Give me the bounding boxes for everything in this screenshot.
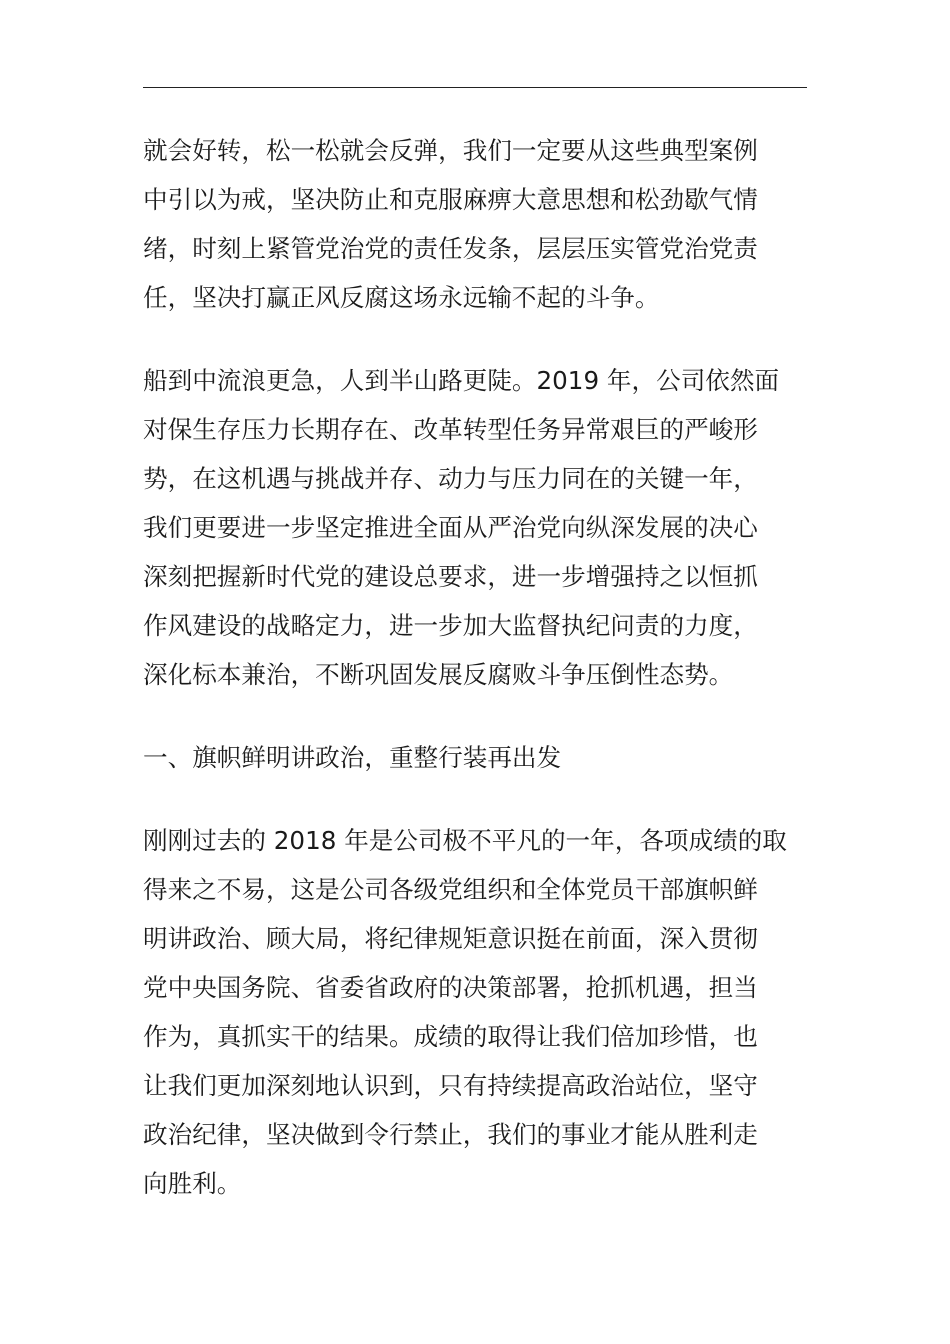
- text-line: 得来之不易，这是公司各级党组织和全体党员干部旗帜鲜: [143, 875, 758, 904]
- text-line: 深刻把握新时代党的建设总要求，进一步增强持之以恒抓: [143, 562, 758, 591]
- header-divider: [143, 87, 807, 88]
- text-line: 深化标本兼治，不断巩固发展反腐败斗争压倒性态势。: [143, 660, 734, 689]
- text-line: 政治纪律，坚决做到令行禁止，我们的事业才能从胜利走: [143, 1120, 758, 1149]
- text-line: 我们更要进一步坚定推进全面从严治党向纵深发展的决心: [143, 513, 758, 542]
- document-body: [143, 126, 807, 1208]
- text-line: 任，坚决打赢正风反腐这场永远输不起的斗争。: [143, 283, 660, 312]
- text-line: 明讲政治、顾大局，将纪律规矩意识挺在前面，深入贯彻: [143, 924, 758, 953]
- text-line: 对保生存压力长期存在、改革转型任务异常艰巨的严峻形: [143, 415, 758, 444]
- paragraph-1: [143, 126, 807, 322]
- section-heading-text: 一、旗帜鲜明讲政治，重整行装再出发: [143, 743, 562, 772]
- text-line: 就会好转，松一松就会反弹，我们一定要从这些典型案例: [143, 136, 758, 165]
- text-line: 让我们更加深刻地认识到，只有持续提高政治站位，坚守: [143, 1071, 758, 1100]
- text-line: 向胜利。: [143, 1169, 242, 1198]
- text-line: 绪，时刻上紧管党治党的责任发条，层层压实管党治党责: [143, 234, 758, 263]
- text-line: 党中央国务院、省委省政府的决策部署，抢抓机遇，担当: [143, 973, 758, 1002]
- text-line: 刚刚过去的 2018 年是公司极不平凡的一年，各项成绩的取: [143, 826, 787, 855]
- text-line: 势，在这机遇与挑战并存、动力与压力同在的关键一年，: [143, 464, 758, 493]
- text-line: 作为，真抓实干的结果。成绩的取得让我们倍加珍惜，也: [143, 1022, 758, 1051]
- text-line: 船到中流浪更急，人到半山路更陡。2019 年，公司依然面: [143, 366, 780, 395]
- paragraph-3: [143, 816, 807, 1208]
- paragraph-2: [143, 356, 807, 699]
- text-line: 作风建设的战略定力，进一步加大监督执纪问责的力度，: [143, 611, 758, 640]
- section-heading: [143, 733, 807, 782]
- text-line: 中引以为戒，坚决防止和克服麻痹大意思想和松劲歇气情: [143, 185, 758, 214]
